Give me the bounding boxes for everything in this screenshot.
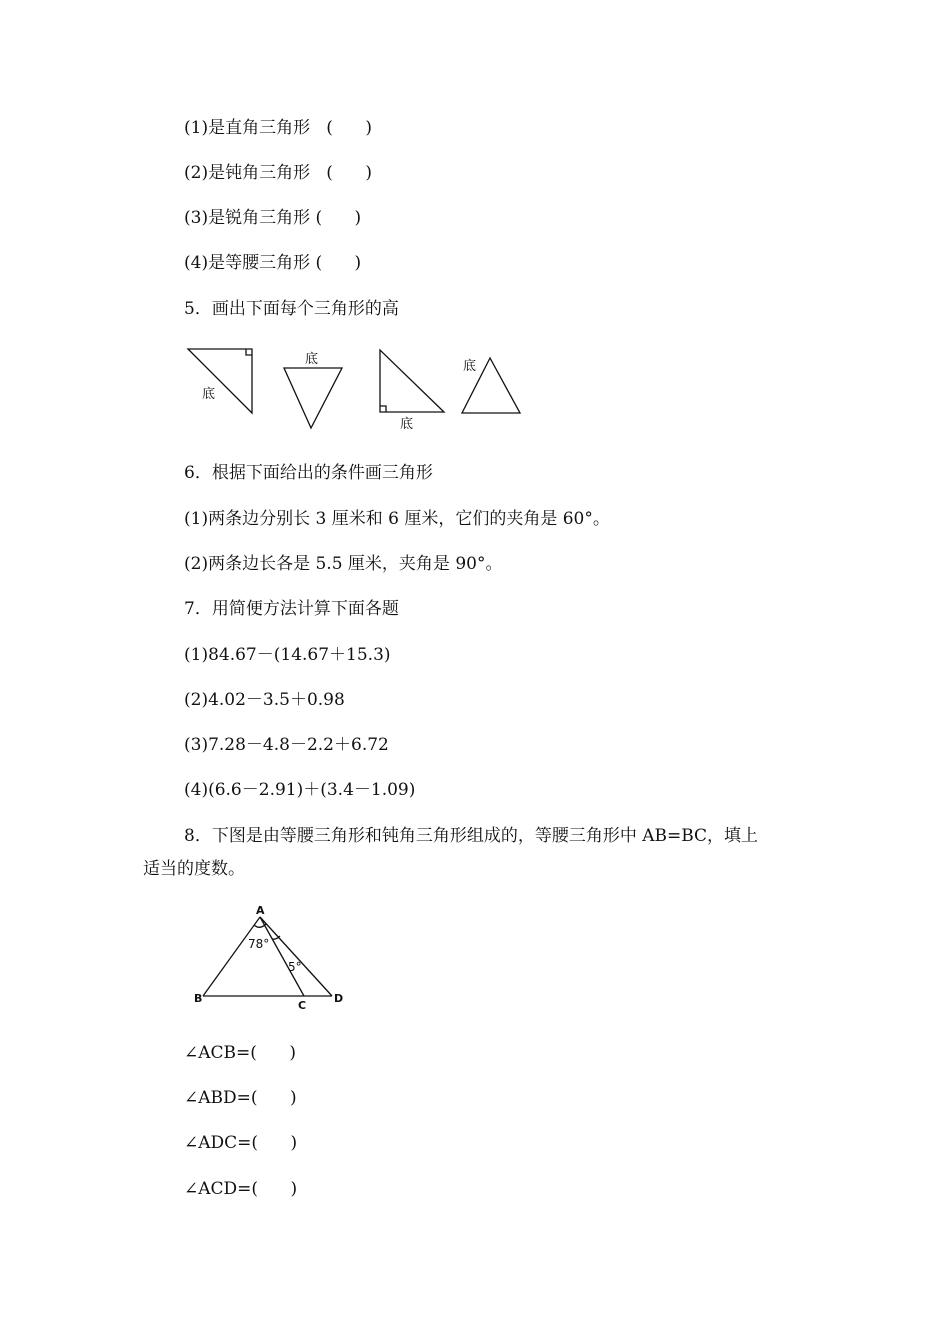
q8-answer-adc: ∠ADC=( ) [184,1133,298,1153]
q5-title: 5．画出下面每个三角形的高 [184,299,399,319]
q7-item-1: (1)84.67－(14.67＋15.3) [184,645,391,665]
q7-title: 7．用简便方法计算下面各题 [184,599,399,619]
q8-side-ac [260,917,304,996]
q8-label-d: D [334,992,344,1005]
q7-item-4: (4)(6.6－2.91)＋(3.4－1.09) [184,780,416,800]
q5-triangle-2 [284,368,342,428]
q4-item-1: (1)是直角三角形 ( ) [184,118,372,138]
q8-side-ab [203,917,260,996]
q4-item-4: (4)是等腰三角形 ( ) [184,253,362,273]
q5-triangle-4-base-label: 底 [463,359,477,374]
q7-item-3: (3)7.28－4.8－2.2＋6.72 [184,735,389,755]
q5-triangle-1 [188,349,252,413]
q5-triangle-3 [380,350,444,412]
q5-triangles-figure [180,340,540,440]
q8-triangle-figure [190,902,360,1017]
q8-label-c: C [298,999,307,1012]
q8-side-ad [260,917,332,996]
q8-answer-abd: ∠ABD=( ) [184,1088,297,1108]
q6-title: 6．根据下面给出的条件画三角形 [184,463,433,483]
q6-item-1: (1)两条边分别长 3 厘米和 6 厘米，它们的夹角是 60°。 [184,509,610,529]
q5-triangle-3-base-label: 底 [400,417,414,432]
q8-title-line-1: 8．下图是由等腰三角形和钝角三角形组成的，等腰三角形中 AB=BC，填上 [184,826,759,846]
q5-triangle-1-base-label: 底 [202,387,216,402]
q8-angle-arc-cad [272,936,280,939]
q8-angle-78: 78° [248,937,270,951]
q5-triangle-2-base-label: 底 [305,352,319,367]
q7-item-2: (2)4.02－3.5＋0.98 [184,690,345,710]
q8-label-b: B [194,992,203,1005]
q8-answer-acb: ∠ACB=( ) [184,1043,296,1063]
q8-label-a: A [256,904,265,917]
q4-item-3: (3)是锐角三角形 ( ) [184,208,362,228]
q4-item-2: (2)是钝角三角形 ( ) [184,163,372,183]
q8-angle-5: 5° [288,960,302,974]
q6-item-2: (2)两条边长各是 5.5 厘米，夹角是 90°。 [184,554,503,574]
q8-answer-acd: ∠ACD=( ) [184,1179,298,1199]
q8-title-line-2: 适当的度数。 [143,859,245,879]
